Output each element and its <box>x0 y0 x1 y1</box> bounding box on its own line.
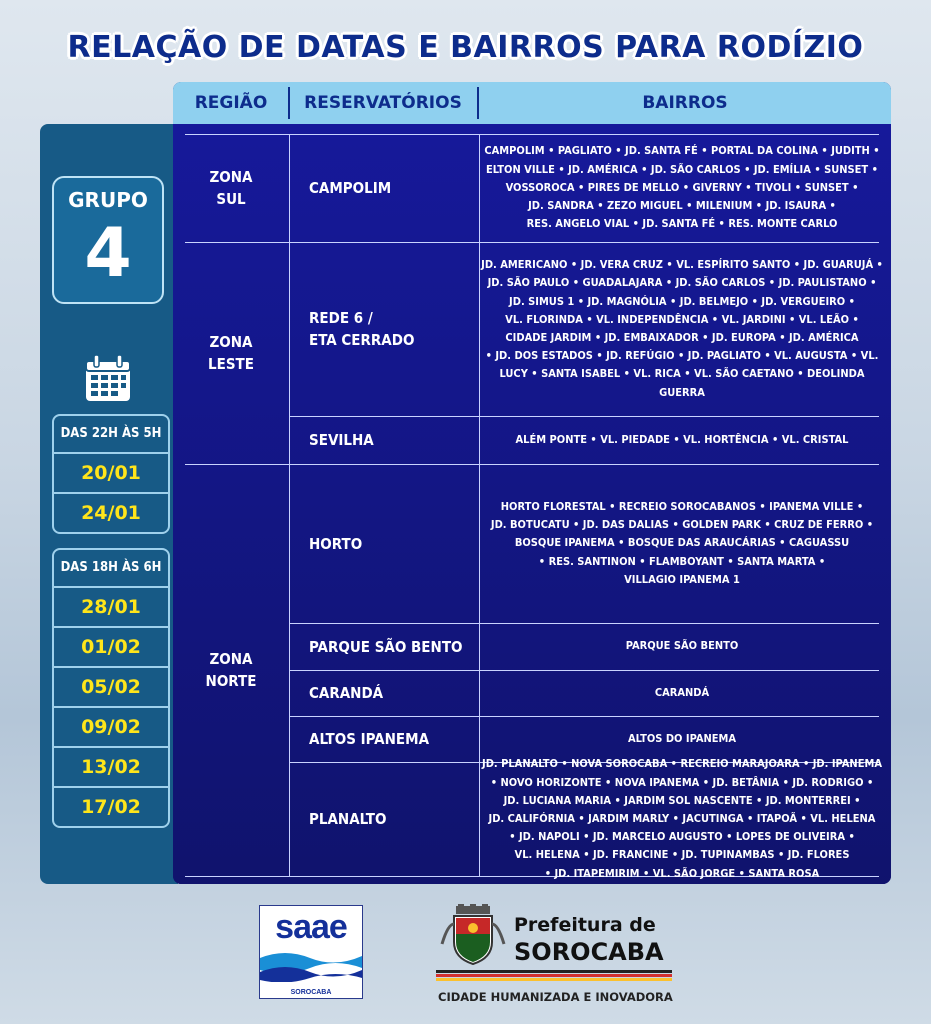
schedule-hours: DAS 22H ÀS 5H <box>54 416 168 454</box>
reservoir-name-line: SEVILHA <box>309 431 374 449</box>
header-neighborhoods: BAIRROS <box>642 93 728 113</box>
schedule-date: 24/01 <box>81 502 141 524</box>
region-cell <box>173 134 289 242</box>
reservoir-cell <box>289 134 479 242</box>
reservoir-cell <box>289 464 479 623</box>
group-number: 4 <box>84 214 132 293</box>
reservoir-cell <box>289 716 479 762</box>
wave-icon <box>260 948 362 982</box>
neighborhoods-line: VOSSOROCA • PIRES DE MELLO • GIVERNY • TIVOLI • SUNSET • <box>505 180 859 194</box>
prefeitura-line1: Prefeitura de <box>514 914 656 936</box>
reservoir-cell <box>289 623 479 670</box>
reservoir-cell <box>289 762 479 876</box>
neighborhoods-cell <box>483 464 881 623</box>
group-badge <box>52 176 164 304</box>
rodizio-table <box>173 82 891 884</box>
neighborhoods-line: ALTOS DO IPANEMA <box>627 731 737 745</box>
reservoir-cell <box>289 416 479 464</box>
reservoir-name-line: CAMPOLIM <box>309 179 392 197</box>
neighborhoods-line: RES. ANGELO VIAL • JD. SANTA FÉ • RES. MONTE CARLO <box>526 217 838 231</box>
reservoir-name-line: ALTOS IPANEMA <box>309 730 430 748</box>
region-cell <box>173 464 289 876</box>
neighborhoods-line: JD. LUCIANA MARIA • JARDIM SOL NASCENTE • JD. MONTERREI • <box>503 793 861 807</box>
region-name-line: ZONA <box>209 168 253 186</box>
region-name-line: ZONA <box>209 333 253 351</box>
prefeitura-tagline: CIDADE HUMANIZADA E INOVADORA <box>438 990 673 1004</box>
neighborhoods-cell <box>483 623 881 670</box>
neighborhoods-cell <box>483 242 881 416</box>
neighborhoods-line: HORTO FLORESTAL • RECREIO SOROCABANOS • IPANEMA VILLE • <box>500 499 864 513</box>
neighborhoods-line: JD. SÃO PAULO • GUADALAJARA • JD. SÃO CARLOS • JD. PAULISTANO • <box>487 276 877 290</box>
schedule-date: 28/01 <box>54 588 168 628</box>
neighborhoods-line: • NOVO HORIZONTE • NOVA IPANEMA • JD. BETÂNIA • JD. RODRIGO • <box>490 775 874 789</box>
schedule-box <box>52 548 170 828</box>
header-region: REGIÃO <box>194 93 268 113</box>
neighborhoods-cell <box>483 670 881 716</box>
neighborhoods-line: JD. SIMUS 1 • JD. MAGNÓLIA • JD. BELMEJO • JD. VERGUEIRO • <box>509 294 855 308</box>
region-name-line: SUL <box>216 190 246 208</box>
neighborhoods-cell <box>483 416 881 464</box>
neighborhoods-line: LUCY • SANTA ISABEL • VL. RICA • VL. SÃO CAETANO • DEOLINDA <box>499 367 865 381</box>
neighborhoods-line: PARQUE SÃO BENTO <box>625 639 739 653</box>
group-label: GRUPO <box>68 188 148 212</box>
neighborhoods-line: JD. CALIFÓRNIA • JARDIM MARLY • JACUTINGA • ITAPOÃ • VL. HELENA <box>488 811 876 825</box>
table-body <box>173 124 891 884</box>
saae-logo <box>259 905 363 999</box>
page-title: RELAÇÃO DE DATAS E BAIRROS PARA RODÍZIO <box>67 30 864 65</box>
region-name-line: LESTE <box>208 355 254 373</box>
neighborhoods-line: VILLAGIO IPANEMA 1 <box>624 572 740 586</box>
neighborhoods-line: CAMPOLIM • PAGLIATO • JD. SANTA FÉ • PORTAL DA COLINA • JUDITH • <box>484 144 880 158</box>
table-header <box>173 82 891 124</box>
neighborhoods-line: VL. FLORINDA • VL. INDEPENDÊNCIA • VL. JARDINI • VL. LEÃO • <box>505 312 859 326</box>
schedule-date: 17/02 <box>81 796 141 818</box>
prefeitura-line2: SOROCABA <box>514 938 664 966</box>
neighborhoods-line: BOSQUE IPANEMA • BOSQUE DAS ARAUCÁRIAS • CAGUASSU <box>514 536 850 550</box>
saae-wordmark: saae <box>275 908 347 946</box>
neighborhoods-line: JD. AMERICANO • JD. VERA CRUZ • VL. ESPÍRITO SANTO • JD. GUARUJÁ • <box>481 258 883 272</box>
region-cell <box>173 242 289 464</box>
neighborhoods-line: • JD. DOS ESTADOS • JD. REFÚGIO • JD. PAGLIATO • VL. AUGUSTA • VL. <box>485 349 879 363</box>
reservoir-name-line: HORTO <box>309 534 363 553</box>
schedule-box <box>52 414 170 534</box>
reservoir-cell <box>289 670 479 716</box>
schedule-date: 20/01 <box>54 454 168 494</box>
reservoir-cell <box>289 242 479 416</box>
neighborhoods-line: JD. SANDRA • ZEZO MIGUEL • MILENIUM • JD. ISAURA • <box>528 199 836 213</box>
neighborhoods-line: • JD. ITAPEMIRIM • VL. SÃO JORGE • SANTA ROSA <box>544 866 820 880</box>
neighborhoods-line: VL. HELENA • JD. FRANCINE • JD. TUPINAMBAS • JD. FLORES <box>514 848 850 862</box>
neighborhoods-line: JD. BOTUCATU • JD. DAS DALIAS • GOLDEN PARK • CRUZ DE FERRO • <box>490 518 874 532</box>
schedule-panel <box>40 124 178 884</box>
neighborhoods-line: GUERRA <box>659 385 705 399</box>
neighborhoods-line: ELTON VILLE • JD. AMÉRICA • JD. SÃO CARLOS • JD. EMÍLIA • SUNSET • <box>486 162 878 176</box>
neighborhoods-line: ALÉM PONTE • VL. PIEDADE • VL. HORTÊNCIA • VL. CRISTAL <box>515 432 849 446</box>
neighborhoods-line: • RES. SANTINON • FLAMBOYANT • SANTA MARTA • <box>538 554 826 568</box>
saae-city: SOROCABA <box>290 989 332 996</box>
neighborhoods-line: CIDADE JARDIM • JD. EMBAIXADOR • JD. EUROPA • JD. AMÉRICA <box>505 331 859 344</box>
schedule-date: 01/02 <box>54 628 168 668</box>
neighborhoods-cell <box>482 757 882 880</box>
schedule-date: 05/02 <box>54 668 168 708</box>
coat-of-arms-icon <box>438 904 508 968</box>
reservoir-name-line: ETA CERRADO <box>309 331 415 349</box>
calendar-icon <box>82 352 134 404</box>
neighborhoods-line: JD. PLANALTO • NOVA SOROCABA • RECREIO MARAJOARA • JD. IPANEMA <box>482 757 882 771</box>
region-name-line: ZONA <box>209 650 253 668</box>
reservoir-name-line: REDE 6 / <box>309 309 373 327</box>
reservoir-name-line: CARANDÁ <box>309 684 384 702</box>
neighborhoods-line: CARANDÁ <box>654 685 710 699</box>
schedule-date: 13/02 <box>54 748 168 788</box>
schedule-date: 09/02 <box>54 708 168 748</box>
schedule-hours: DAS 18H ÀS 6H <box>54 550 168 588</box>
neighborhoods-line: • JD. NAPOLI • JD. MARCELO AUGUSTO • LOPES DE OLIVEIRA • <box>509 830 855 844</box>
neighborhoods-cell <box>483 134 881 242</box>
region-name-line: NORTE <box>205 672 257 690</box>
prefeitura-logo <box>434 904 674 1004</box>
reservoir-name-line: PLANALTO <box>309 810 387 828</box>
reservoir-name-line: PARQUE SÃO BENTO <box>309 637 463 656</box>
header-reservoirs: RESERVATÓRIOS <box>304 93 462 113</box>
